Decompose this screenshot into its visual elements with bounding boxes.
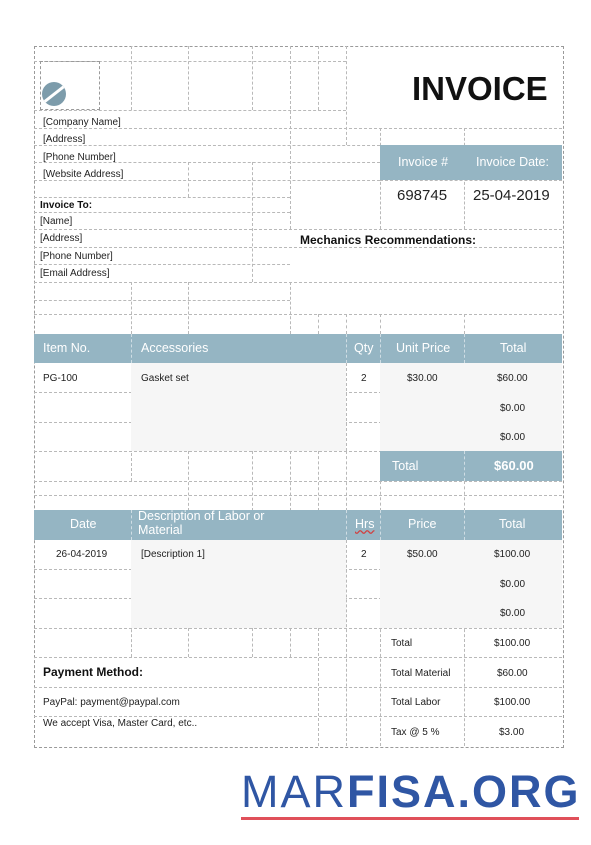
cell-price: $50.00 (407, 549, 438, 560)
labor-col-total: Total (499, 517, 526, 531)
cell-total: $0.00 (500, 608, 526, 619)
company-name: [Company Name] (43, 117, 121, 128)
watermark-part1: MAR (241, 766, 347, 817)
parts-col-accessories: Accessories (141, 341, 209, 355)
summary-label: Total Material (391, 668, 451, 679)
summary-label: Tax @ 5 % (391, 727, 440, 738)
invoice-date: 25-04-2019 (473, 187, 550, 204)
bill-to-address: [Address] (40, 233, 83, 244)
payment-accepted: We accept Visa, Master Card, etc.. (43, 718, 198, 729)
summary-label: Total (391, 638, 413, 649)
bill-to-phone: [Phone Number] (40, 251, 113, 262)
labor-col-date: Date (70, 517, 97, 531)
labor-header-row (34, 510, 562, 540)
labor-col-hrs: Hrs (355, 517, 375, 531)
invoice-number-label: Invoice # (398, 155, 449, 169)
bill-to-name: [Name] (40, 216, 73, 227)
parts-col-unit-price: Unit Price (396, 341, 451, 355)
recommendations-heading: Mechanics Recommendations: (300, 233, 477, 247)
cell-hrs: 2 (361, 549, 367, 560)
parts-col-item-no: Item No. (43, 341, 91, 355)
watermark-logo (241, 767, 581, 817)
summary-value: $100.00 (494, 697, 531, 708)
bill-to-heading: Invoice To: (40, 200, 93, 211)
watermark-part2: FISA (347, 766, 458, 817)
cell-total: $60.00 (497, 373, 528, 384)
cell-total: $0.00 (500, 579, 526, 590)
company-address: [Address] (43, 134, 86, 145)
parts-total-label: Total (392, 459, 419, 473)
cell-accessory: Gasket set (141, 373, 189, 384)
invoice-number: 698745 (397, 187, 448, 204)
payment-paypal: PayPal: payment@paypal.com (43, 697, 180, 708)
cell-item-no: PG-100 (43, 373, 78, 384)
payment-heading: Payment Method: (43, 665, 144, 679)
cell-total: $0.00 (500, 432, 526, 443)
cell-date: 26-04-2019 (56, 549, 108, 560)
invoice-date-label: Invoice Date: (476, 155, 549, 169)
summary-value: $60.00 (497, 668, 528, 679)
cell-qty: 2 (361, 373, 367, 384)
invoice-title: INVOICE (412, 70, 548, 107)
labor-col-price: Price (408, 517, 437, 531)
watermark-underline (241, 817, 579, 820)
summary-label: Total Labor (391, 697, 441, 708)
watermark-part3: .ORG (457, 766, 581, 817)
cell-unit-price: $30.00 (407, 373, 438, 384)
parts-col-total: Total (500, 341, 527, 355)
parts-total-value: $60.00 (494, 458, 534, 473)
cell-description: [Description 1] (141, 549, 205, 560)
labor-col-description: Description of Labor or Material (138, 509, 265, 537)
parts-col-qty: Qty (354, 341, 374, 355)
cell-total: $100.00 (494, 549, 531, 560)
summary-value: $3.00 (499, 727, 525, 738)
company-phone: [Phone Number] (43, 152, 116, 163)
company-website: [Website Address] (43, 169, 124, 180)
company-logo-icon (42, 82, 66, 106)
summary-value: $100.00 (494, 638, 531, 649)
bill-to-email: [Email Address] (40, 268, 110, 279)
cell-total: $0.00 (500, 403, 526, 414)
parts-header-row (34, 334, 562, 363)
